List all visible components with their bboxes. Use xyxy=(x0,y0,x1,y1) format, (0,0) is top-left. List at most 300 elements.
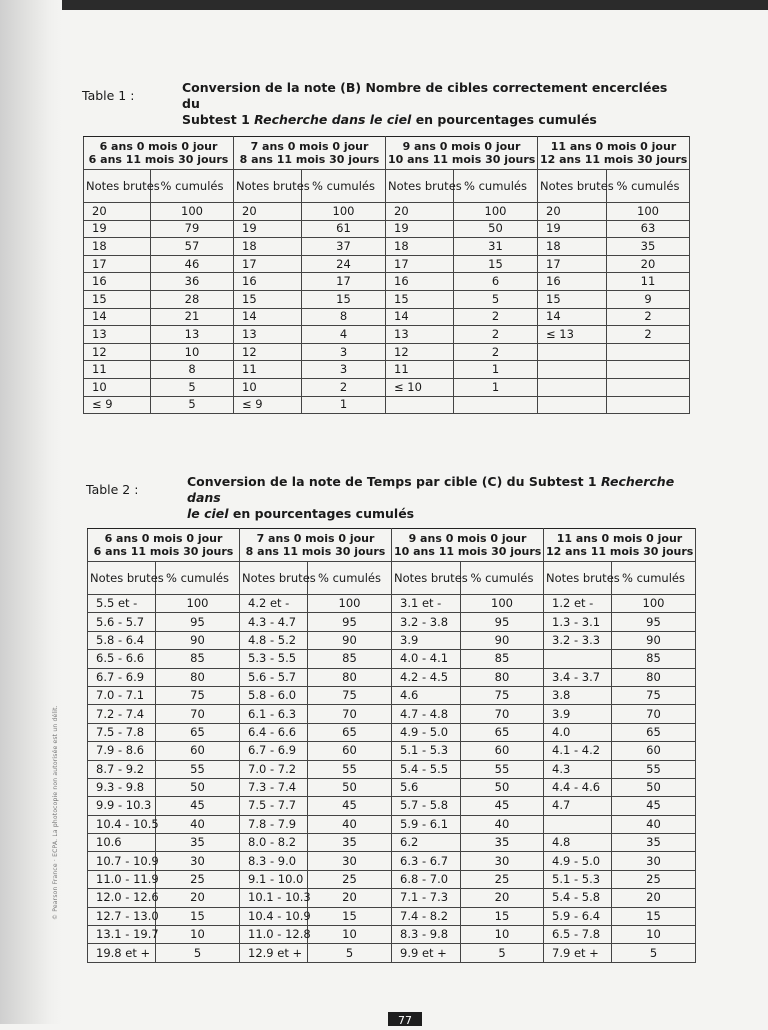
table2-notes-cell: 7.9 et + xyxy=(544,944,612,962)
table2-notes-cell: 8.3 - 9.8 xyxy=(392,926,461,944)
table2-pct-header: % cumulés xyxy=(461,562,544,595)
table1-notes-cell: 16 xyxy=(386,273,454,291)
table1-pct-cell: 6 xyxy=(454,273,538,291)
table2-pct-cell: 65 xyxy=(308,723,392,741)
table2-notes-cell: 7.3 - 7.4 xyxy=(240,778,308,796)
table2-notes-cell: 5.5 et - xyxy=(88,595,156,613)
table1-notes-cell: 15 xyxy=(84,290,151,308)
table1-pct-cell: 1 xyxy=(454,361,538,379)
table2-row xyxy=(88,907,696,925)
table2-row xyxy=(88,631,696,649)
table2-pct-cell: 60 xyxy=(612,742,696,760)
table1-pct-cell: 21 xyxy=(151,308,234,326)
table2-notes-cell: 6.8 - 7.0 xyxy=(392,870,461,888)
table2-age-header: 6 ans 0 mois 0 jour 6 ans 11 mois 30 jours xyxy=(88,529,240,562)
table2-pct-cell: 45 xyxy=(156,797,240,815)
table2-notes-cell: 5.8 - 6.4 xyxy=(88,631,156,649)
table1-pct-cell: 46 xyxy=(151,255,234,273)
table2-pct-cell: 70 xyxy=(308,705,392,723)
table2-notes-cell: 5.6 - 5.7 xyxy=(88,613,156,631)
table2-notes-cell: 9.9 et + xyxy=(392,944,461,962)
table2-notes-cell: 3.2 - 3.8 xyxy=(392,613,461,631)
table1-row xyxy=(84,308,690,326)
table1-notes-cell: 15 xyxy=(538,290,607,308)
table2-pct-cell: 5 xyxy=(461,944,544,962)
table1-notes-cell: 11 xyxy=(84,361,151,379)
table1-pct-cell: 37 xyxy=(302,238,386,256)
table1-row xyxy=(84,361,690,379)
table1-pct-cell: 4 xyxy=(302,326,386,344)
table2-notes-cell: 1.3 - 3.1 xyxy=(544,613,612,631)
table2-pct-cell: 55 xyxy=(461,760,544,778)
table2-notes-cell: 11.0 - 12.8 xyxy=(240,926,308,944)
table1-notes-cell: 17 xyxy=(84,255,151,273)
table1-notes-cell: ≤ 9 xyxy=(234,396,302,414)
table2-title xyxy=(187,474,697,522)
table2-notes-header: Notes brutes xyxy=(392,562,461,595)
table2-notes-cell: 5.1 - 5.3 xyxy=(392,742,461,760)
table1-notes-cell: 18 xyxy=(386,238,454,256)
table2-notes-cell: 7.0 - 7.1 xyxy=(88,686,156,704)
table1-pct-header: % cumulés xyxy=(151,170,234,203)
table2-notes-cell xyxy=(544,815,612,833)
table2-notes-cell: 6.3 - 6.7 xyxy=(392,852,461,870)
table2-notes-cell: 4.0 - 4.1 xyxy=(392,650,461,668)
table2-row xyxy=(88,742,696,760)
table1-pct-cell: 11 xyxy=(607,273,690,291)
table2-pct-cell: 35 xyxy=(612,834,696,852)
table2-notes-cell: 3.9 xyxy=(544,705,612,723)
table2-notes-header: Notes brutes xyxy=(88,562,156,595)
table1-notes-cell: 13 xyxy=(84,326,151,344)
table2-notes-cell: 10.4 - 10.9 xyxy=(240,907,308,925)
table2-pct-cell: 85 xyxy=(308,650,392,668)
table2-pct-cell: 35 xyxy=(308,834,392,852)
table2-notes-cell: 4.9 - 5.0 xyxy=(544,852,612,870)
table2-pct-cell: 95 xyxy=(308,613,392,631)
table1-pct-header: % cumulés xyxy=(454,170,538,203)
table2-notes-cell: 4.9 - 5.0 xyxy=(392,723,461,741)
table1-notes-cell: 18 xyxy=(84,238,151,256)
table2-pct-cell: 65 xyxy=(612,723,696,741)
table1-pct-cell: 15 xyxy=(302,290,386,308)
table2-notes-cell: 3.4 - 3.7 xyxy=(544,668,612,686)
table1-pct-cell: 100 xyxy=(302,203,386,221)
table2-pct-cell: 5 xyxy=(156,944,240,962)
table2-notes-cell: 4.2 - 4.5 xyxy=(392,668,461,686)
table2-notes-cell: 19.8 et + xyxy=(88,944,156,962)
table2-pct-cell: 90 xyxy=(461,631,544,649)
table2-notes-cell: 8.0 - 8.2 xyxy=(240,834,308,852)
table2-pct-cell: 20 xyxy=(308,889,392,907)
table2-notes-cell: 6.5 - 7.8 xyxy=(544,926,612,944)
table2-pct-cell: 75 xyxy=(156,686,240,704)
table2-pct-cell: 30 xyxy=(461,852,544,870)
table2-pct-cell: 80 xyxy=(308,668,392,686)
table1-title-b3: en pourcentages cumulés xyxy=(411,112,597,127)
table1-pct-cell: 2 xyxy=(302,378,386,396)
table2-row xyxy=(88,686,696,704)
table2-pct-cell: 55 xyxy=(612,760,696,778)
table1-pct-header: % cumulés xyxy=(302,170,386,203)
table1-pct-cell: 10 xyxy=(151,343,234,361)
table1-pct-cell: 63 xyxy=(607,220,690,238)
table2-row xyxy=(88,613,696,631)
table2-pct-cell: 40 xyxy=(308,815,392,833)
table2-row xyxy=(88,870,696,888)
table2-row xyxy=(88,852,696,870)
table1-pct-cell: 24 xyxy=(302,255,386,273)
table1-notes-cell: 14 xyxy=(84,308,151,326)
table2-row xyxy=(88,944,696,962)
table1-notes-header: Notes brutes xyxy=(234,170,302,203)
table2-row xyxy=(88,668,696,686)
table2-notes-cell: 7.0 - 7.2 xyxy=(240,760,308,778)
table2-notes-cell: 4.8 xyxy=(544,834,612,852)
table2-pct-cell: 80 xyxy=(612,668,696,686)
table2-notes-cell: 10.1 - 10.3 xyxy=(240,889,308,907)
table2 xyxy=(87,528,696,963)
table1-notes-cell: 11 xyxy=(234,361,302,379)
table2-notes-cell: 7.1 - 7.3 xyxy=(392,889,461,907)
table2-row xyxy=(88,595,696,613)
table1-pct-cell: 2 xyxy=(607,326,690,344)
table2-notes-cell: 4.0 xyxy=(544,723,612,741)
table1-notes-cell: 10 xyxy=(234,378,302,396)
table1-notes-cell: 10 xyxy=(84,378,151,396)
table2-pct-cell: 75 xyxy=(612,686,696,704)
table1-title xyxy=(182,80,682,128)
table1-notes-cell: 14 xyxy=(234,308,302,326)
table2-notes-cell: 4.8 - 5.2 xyxy=(240,631,308,649)
table1-notes-cell: 11 xyxy=(386,361,454,379)
table2-pct-cell: 35 xyxy=(156,834,240,852)
table1-pct-cell: 36 xyxy=(151,273,234,291)
table2-notes-cell: 7.8 - 7.9 xyxy=(240,815,308,833)
table2-notes-cell: 7.4 - 8.2 xyxy=(392,907,461,925)
table2-row xyxy=(88,778,696,796)
table1-pct-cell: 20 xyxy=(607,255,690,273)
table1-row xyxy=(84,290,690,308)
table2-pct-cell: 70 xyxy=(461,705,544,723)
table1-notes-cell: 19 xyxy=(84,220,151,238)
table2-pct-cell: 90 xyxy=(308,631,392,649)
table2-pct-cell: 85 xyxy=(461,650,544,668)
table1-pct-cell: 2 xyxy=(454,343,538,361)
table1-pct-cell xyxy=(607,396,690,414)
table2-pct-cell: 25 xyxy=(612,870,696,888)
table2-notes-cell: 5.7 - 5.8 xyxy=(392,797,461,815)
table2-title-b1: le ciel xyxy=(187,506,229,521)
table1-notes-cell: 14 xyxy=(538,308,607,326)
table2-notes-cell: 12.9 et + xyxy=(240,944,308,962)
table2-pct-cell: 45 xyxy=(461,797,544,815)
table1-pct-cell: 3 xyxy=(302,361,386,379)
table1-notes-cell: 15 xyxy=(234,290,302,308)
table1-notes-cell: 19 xyxy=(234,220,302,238)
table2-notes-cell: 6.2 xyxy=(392,834,461,852)
table2-notes-cell: 5.9 - 6.4 xyxy=(544,907,612,925)
table2-pct-cell: 25 xyxy=(156,870,240,888)
table1-row xyxy=(84,203,690,221)
table2-pct-cell: 15 xyxy=(156,907,240,925)
table1-pct-cell: 28 xyxy=(151,290,234,308)
table2-notes-cell: 5.1 - 5.3 xyxy=(544,870,612,888)
table2-notes-header: Notes brutes xyxy=(240,562,308,595)
table2-notes-cell: 7.5 - 7.7 xyxy=(240,797,308,815)
table2-label: Table 2 : xyxy=(86,482,139,497)
table2-pct-cell: 5 xyxy=(308,944,392,962)
table2-notes-cell: 5.4 - 5.5 xyxy=(392,760,461,778)
table1-notes-header: Notes brutes xyxy=(386,170,454,203)
table1-pct-cell: 57 xyxy=(151,238,234,256)
table2-pct-cell: 15 xyxy=(461,907,544,925)
table2-pct-cell: 10 xyxy=(308,926,392,944)
table1-pct-cell: 17 xyxy=(302,273,386,291)
table1-pct-cell: 100 xyxy=(151,203,234,221)
table1-notes-cell: 14 xyxy=(386,308,454,326)
table2-notes-cell: 5.6 xyxy=(392,778,461,796)
table2-notes-cell: 10.4 - 10.5 xyxy=(88,815,156,833)
table2-notes-cell: 3.8 xyxy=(544,686,612,704)
table1 xyxy=(83,136,690,414)
table1-notes-cell: ≤ 9 xyxy=(84,396,151,414)
table2-title-a2: Recherche dans xyxy=(187,474,675,505)
table1-notes-header: Notes brutes xyxy=(538,170,607,203)
table2-notes-cell: 10.6 xyxy=(88,834,156,852)
table1-pct-cell: 100 xyxy=(607,203,690,221)
table1-pct-cell: 2 xyxy=(454,308,538,326)
table2-pct-cell: 95 xyxy=(156,613,240,631)
table1-notes-cell: 20 xyxy=(538,203,607,221)
table1-notes-cell: 20 xyxy=(386,203,454,221)
table2-pct-cell: 85 xyxy=(612,650,696,668)
table1-notes-header: Notes brutes xyxy=(84,170,151,203)
table2-pct-cell: 80 xyxy=(461,668,544,686)
table1-notes-cell: 17 xyxy=(538,255,607,273)
table2-pct-cell: 45 xyxy=(308,797,392,815)
table2-pct-cell: 10 xyxy=(461,926,544,944)
table1-notes-cell: 13 xyxy=(386,326,454,344)
table2-row xyxy=(88,723,696,741)
table2-pct-cell: 95 xyxy=(461,613,544,631)
table2-notes-cell: 4.4 - 4.6 xyxy=(544,778,612,796)
table1-pct-cell: 31 xyxy=(454,238,538,256)
table2-row xyxy=(88,797,696,815)
table1-age-header-row xyxy=(84,137,690,170)
table2-age-header: 9 ans 0 mois 0 jour 10 ans 11 mois 30 jours xyxy=(392,529,544,562)
table1-notes-cell: 12 xyxy=(386,343,454,361)
table1-row xyxy=(84,238,690,256)
table2-pct-cell: 50 xyxy=(308,778,392,796)
table2-pct-cell: 5 xyxy=(612,944,696,962)
table2-pct-cell: 100 xyxy=(308,595,392,613)
table2-pct-cell: 10 xyxy=(612,926,696,944)
table1-pct-cell: 1 xyxy=(302,396,386,414)
table1-pct-cell: 1 xyxy=(454,378,538,396)
table1-notes-cell: 18 xyxy=(538,238,607,256)
table2-pct-header: % cumulés xyxy=(612,562,696,595)
table1-pct-cell: 50 xyxy=(454,220,538,238)
table2-pct-cell: 100 xyxy=(612,595,696,613)
table1-title-b1: Subtest 1 xyxy=(182,112,255,127)
table2-notes-cell: 4.3 - 4.7 xyxy=(240,613,308,631)
table1-pct-cell: 5 xyxy=(151,396,234,414)
table2-pct-cell: 95 xyxy=(612,613,696,631)
table1-pct-cell: 79 xyxy=(151,220,234,238)
table2-notes-cell: 1.2 et - xyxy=(544,595,612,613)
table1-pct-cell: 3 xyxy=(302,343,386,361)
table1-title-b2: Recherche dans le ciel xyxy=(254,112,412,127)
table2-pct-cell: 45 xyxy=(612,797,696,815)
table1-row xyxy=(84,255,690,273)
table2-pct-cell: 70 xyxy=(612,705,696,723)
table2-notes-cell xyxy=(544,650,612,668)
table1-row xyxy=(84,326,690,344)
table2-notes-cell: 6.4 - 6.6 xyxy=(240,723,308,741)
table2-pct-cell: 75 xyxy=(308,686,392,704)
table1-pct-header: % cumulés xyxy=(607,170,690,203)
table2-notes-cell: 7.5 - 7.8 xyxy=(88,723,156,741)
table1-pct-cell xyxy=(607,361,690,379)
table2-notes-cell: 6.7 - 6.9 xyxy=(88,668,156,686)
table2-pct-cell: 25 xyxy=(308,870,392,888)
table2-pct-cell: 65 xyxy=(461,723,544,741)
table2-pct-cell: 50 xyxy=(156,778,240,796)
table2-notes-cell: 6.5 - 6.6 xyxy=(88,650,156,668)
table2-pct-cell: 80 xyxy=(156,668,240,686)
table2-notes-cell: 4.3 xyxy=(544,760,612,778)
table1-notes-cell: 15 xyxy=(386,290,454,308)
table1-pct-cell xyxy=(454,396,538,414)
table2-pct-header: % cumulés xyxy=(308,562,392,595)
table2-notes-cell: 3.9 xyxy=(392,631,461,649)
table2-pct-cell: 15 xyxy=(308,907,392,925)
table2-notes-cell: 5.3 - 5.5 xyxy=(240,650,308,668)
table1-pct-cell: 5 xyxy=(151,378,234,396)
table2-notes-cell: 7.9 - 8.6 xyxy=(88,742,156,760)
table2-pct-cell: 50 xyxy=(461,778,544,796)
table2-notes-cell: 11.0 - 11.9 xyxy=(88,870,156,888)
table2-notes-cell: 7.2 - 7.4 xyxy=(88,705,156,723)
table2-pct-cell: 50 xyxy=(612,778,696,796)
table2-pct-cell: 90 xyxy=(156,631,240,649)
table2-row xyxy=(88,926,696,944)
table2-pct-cell: 20 xyxy=(156,889,240,907)
table2-notes-cell: 4.6 xyxy=(392,686,461,704)
table2-notes-cell: 9.9 - 10.3 xyxy=(88,797,156,815)
table2-notes-cell: 3.2 - 3.3 xyxy=(544,631,612,649)
table1-pct-cell: 15 xyxy=(454,255,538,273)
table2-pct-cell: 15 xyxy=(612,907,696,925)
table1-row xyxy=(84,343,690,361)
table2-notes-cell: 5.9 - 6.1 xyxy=(392,815,461,833)
table2-notes-cell: 9.3 - 9.8 xyxy=(88,778,156,796)
table2-notes-cell: 12.7 - 13.0 xyxy=(88,907,156,925)
table1-pct-cell: 2 xyxy=(454,326,538,344)
table2-row xyxy=(88,705,696,723)
table2-title-b2: en pourcentages cumulés xyxy=(228,506,415,521)
table2-row xyxy=(88,650,696,668)
table2-pct-header: % cumulés xyxy=(156,562,240,595)
table2-notes-cell: 12.0 - 12.6 xyxy=(88,889,156,907)
table1-column-header-row xyxy=(84,170,690,203)
table2-pct-cell: 40 xyxy=(156,815,240,833)
table2-notes-header: Notes brutes xyxy=(544,562,612,595)
table1-notes-cell: 19 xyxy=(538,220,607,238)
table1-label: Table 1 : xyxy=(82,88,135,103)
table1-notes-cell: 17 xyxy=(386,255,454,273)
top-edge-bar xyxy=(0,0,768,10)
table1-age-header: 6 ans 0 mois 0 jour 6 ans 11 mois 30 jours xyxy=(84,137,234,170)
table1-notes-cell: 20 xyxy=(84,203,151,221)
table1-notes-cell: 20 xyxy=(234,203,302,221)
table1-pct-cell: 8 xyxy=(151,361,234,379)
table2-pct-cell: 60 xyxy=(156,742,240,760)
table2-notes-cell: 4.7 - 4.8 xyxy=(392,705,461,723)
table2-pct-cell: 70 xyxy=(156,705,240,723)
table2-pct-cell: 60 xyxy=(461,742,544,760)
table1-pct-cell: 2 xyxy=(607,308,690,326)
table2-row xyxy=(88,889,696,907)
table2-notes-cell: 6.1 - 6.3 xyxy=(240,705,308,723)
table1-notes-cell xyxy=(538,343,607,361)
table2-notes-cell: 4.1 - 4.2 xyxy=(544,742,612,760)
table1-notes-cell: 13 xyxy=(234,326,302,344)
table1-notes-cell: 12 xyxy=(84,343,151,361)
table2-notes-cell: 6.7 - 6.9 xyxy=(240,742,308,760)
table2-column-header-row xyxy=(88,562,696,595)
table1-row xyxy=(84,396,690,414)
table1-notes-cell: ≤ 10 xyxy=(386,378,454,396)
table1-notes-cell: 16 xyxy=(538,273,607,291)
table2-pct-cell: 25 xyxy=(461,870,544,888)
table2-pct-cell: 100 xyxy=(156,595,240,613)
table1-notes-cell: 17 xyxy=(234,255,302,273)
table2-pct-cell: 30 xyxy=(308,852,392,870)
table1-pct-cell: 13 xyxy=(151,326,234,344)
page-number: 77 xyxy=(388,1012,422,1026)
table1-age-header: 9 ans 0 mois 0 jour 10 ans 11 mois 30 jours xyxy=(386,137,538,170)
table2-pct-cell: 55 xyxy=(308,760,392,778)
table1-pct-cell: 9 xyxy=(607,290,690,308)
table2-pct-cell: 30 xyxy=(612,852,696,870)
table1-row xyxy=(84,273,690,291)
table2-row xyxy=(88,760,696,778)
table2-pct-cell: 60 xyxy=(308,742,392,760)
table1-age-header: 11 ans 0 mois 0 jour 12 ans 11 mois 30 jours xyxy=(538,137,690,170)
table1-pct-cell: 35 xyxy=(607,238,690,256)
table2-pct-cell: 90 xyxy=(612,631,696,649)
table1-notes-cell xyxy=(538,378,607,396)
table2-pct-cell: 30 xyxy=(156,852,240,870)
table2-notes-cell: 3.1 et - xyxy=(392,595,461,613)
table2-age-header: 7 ans 0 mois 0 jour 8 ans 11 mois 30 jours xyxy=(240,529,392,562)
table2-notes-cell: 5.8 - 6.0 xyxy=(240,686,308,704)
table2-notes-cell: 8.7 - 9.2 xyxy=(88,760,156,778)
table2-pct-cell: 55 xyxy=(156,760,240,778)
table2-pct-cell: 10 xyxy=(156,926,240,944)
table2-row xyxy=(88,834,696,852)
table2-pct-cell: 20 xyxy=(461,889,544,907)
table1-pct-cell xyxy=(607,378,690,396)
table2-notes-cell: 10.7 - 10.9 xyxy=(88,852,156,870)
table1-row xyxy=(84,220,690,238)
table1-title-line1: Conversion de la note (B) Nombre de cibles correctement encerclées du xyxy=(182,80,668,111)
table2-notes-cell: 9.1 - 10.0 xyxy=(240,870,308,888)
table1-pct-cell: 5 xyxy=(454,290,538,308)
table2-age-header: 11 ans 0 mois 0 jour 12 ans 11 mois 30 jours xyxy=(544,529,696,562)
